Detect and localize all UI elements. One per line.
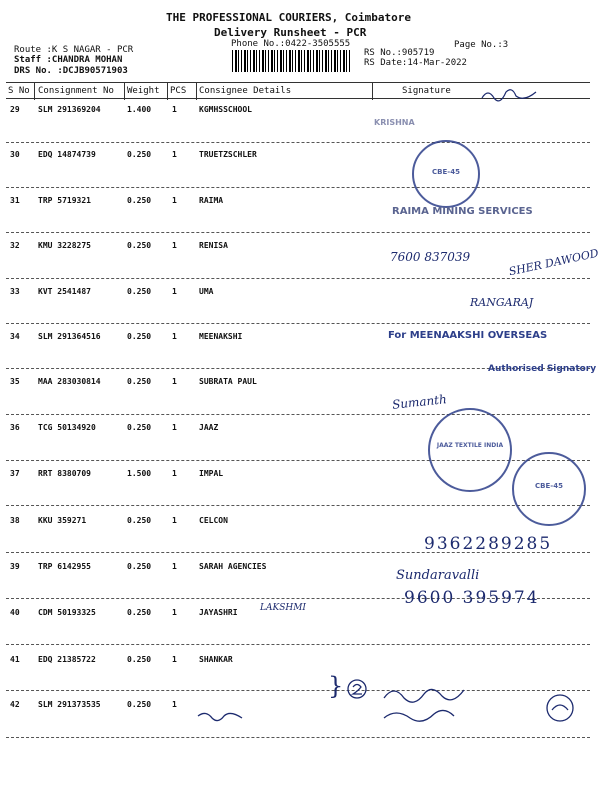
row-consignment: RRT 8380709 (38, 469, 91, 478)
impal-stamp (512, 452, 586, 526)
row-consignee: SARAH AGENCIES (199, 562, 267, 571)
row-sno: 35 (10, 377, 20, 386)
row-sno: 40 (10, 608, 20, 617)
row-sno: 42 (10, 700, 20, 709)
row-weight: 0.250 (127, 655, 152, 664)
row-consignee: TRUETZSCHLER (199, 150, 257, 159)
rs-number: RS No.:905719 (364, 48, 435, 58)
row-consignment: TCG 50134920 (38, 423, 96, 432)
row-weight: 0.250 (127, 700, 152, 709)
handwritten-name: LAKSHMI (260, 603, 306, 613)
row-weight: 0.250 (127, 562, 152, 571)
document-title: Delivery Runsheet - PCR (214, 26, 367, 39)
row-weight: 0.250 (127, 608, 152, 617)
col-consignee: Consignee Details (199, 86, 292, 96)
row-consignee: CELCON (199, 516, 228, 525)
row-sno: 32 (10, 241, 20, 250)
row-consignment: KVT 2541487 (38, 287, 91, 296)
row-sno: 33 (10, 287, 20, 296)
signature-scribble (196, 708, 246, 722)
row-sno: 34 (10, 332, 20, 341)
table-row (0, 465, 600, 510)
row-sno: 30 (10, 150, 20, 159)
row-consignment: MAA 283030814 (38, 377, 101, 386)
row-sno: 39 (10, 562, 20, 571)
stamp-cbe-label: CBE-45 (535, 482, 563, 490)
row-weight: 1.500 (127, 469, 152, 478)
col-weight: Weight (127, 86, 160, 96)
handwritten-name: Sundaravalli (396, 568, 480, 583)
table-row (0, 146, 600, 191)
row-consignee: RENISA (199, 241, 228, 250)
row-consignee: MEENAKSHI (199, 332, 243, 341)
row-consignment: EDQ 21385722 (38, 655, 96, 664)
row-consignee: SUBRATA PAUL (199, 377, 257, 386)
row-pcs: 1 (172, 608, 177, 617)
signature-scribbles (380, 676, 580, 726)
page-number: Page No.:3 (454, 40, 509, 50)
row-consignee: KGMHSSCHOOL (199, 105, 252, 114)
col-signature: Signature (402, 86, 451, 96)
row-sno: 29 (10, 105, 20, 114)
row-pcs: 1 (172, 105, 177, 114)
row-consignment: EDQ 14874739 (38, 150, 96, 159)
row-consignment: KMU 3228275 (38, 241, 91, 250)
row-consignment: KKU 359271 (38, 516, 87, 525)
row-divider (6, 278, 590, 279)
row-weight: 0.250 (127, 377, 152, 386)
row-sno: 37 (10, 469, 20, 478)
row-sno: 41 (10, 655, 20, 664)
company-name: THE PROFESSIONAL COURIERS, Coimbatore (166, 11, 412, 24)
row-pcs: 1 (172, 562, 177, 571)
col-divider (372, 82, 373, 100)
row-consignee: JAAZ (199, 423, 219, 432)
authorised-signatory-text: Authorised Signatory (488, 364, 597, 374)
header-top-rule (6, 82, 590, 83)
row-consignee: JAYASHRI (199, 608, 238, 617)
handwritten-phone: 7600 837039 (390, 250, 471, 264)
handwritten-name: RANGARAJ (470, 296, 534, 309)
row-sno: 38 (10, 516, 20, 525)
row-weight: 0.250 (127, 332, 152, 341)
col-sno: S No (8, 86, 30, 96)
row-weight: 0.250 (127, 196, 152, 205)
route-label: Route :K S NAGAR - PCR (14, 45, 134, 55)
stamp-jaaz-label: JAAZ TEXTILE INDIA (436, 442, 504, 449)
row-divider (6, 737, 590, 738)
row-pcs: 1 (172, 655, 177, 664)
row-consignment: TRP 6142955 (38, 562, 91, 571)
krishna-stamp-text: KRISHNA (374, 118, 415, 127)
stamp-cbe-label: CBE-45 (432, 168, 460, 176)
row-divider (6, 187, 590, 188)
truetzschler-stamp (412, 140, 480, 208)
col-divider (124, 82, 125, 100)
col-divider (167, 82, 168, 100)
jaaz-stamp (428, 408, 512, 492)
row-weight: 0.250 (127, 287, 152, 296)
col-pcs: PCS (170, 86, 187, 96)
row-sno: 36 (10, 423, 20, 432)
col-divider (34, 82, 35, 100)
row-divider (6, 505, 590, 506)
staff-label: Staff :CHANDRA MOHAN (14, 55, 123, 65)
row-consignment: SLM 291373535 (38, 700, 101, 709)
row-divider (6, 232, 590, 233)
col-consignment: Consignment No (38, 86, 114, 96)
row-pcs: 1 (172, 516, 177, 525)
row-pcs: 1 (172, 469, 177, 478)
row-pcs: 1 (172, 377, 177, 386)
barcode (232, 50, 352, 72)
handwritten-name: Sumanth (391, 392, 448, 412)
row-weight: 1.400 (127, 105, 152, 114)
rs-date: RS Date:14-Mar-2022 (364, 58, 467, 68)
row-pcs: 1 (172, 241, 177, 250)
row-divider (6, 323, 590, 324)
row-pcs: 1 (172, 332, 177, 341)
table-row (0, 101, 600, 146)
row-divider (6, 142, 590, 143)
table-row (0, 373, 600, 418)
row-pcs: 1 (172, 287, 177, 296)
circled-two-mark (346, 678, 368, 700)
row-consignee: UMA (199, 287, 214, 296)
row-consignment: SLM 291364516 (38, 332, 101, 341)
row-weight: 0.250 (127, 150, 152, 159)
row-consignment: TRP 5719321 (38, 196, 91, 205)
row-sno: 31 (10, 196, 20, 205)
phone-number: Phone No.:0422-3505555 (231, 39, 351, 49)
handwritten-name: SHER DAWOOD (507, 246, 600, 279)
col-divider (196, 82, 197, 100)
row-consignment: CDM 50193325 (38, 608, 96, 617)
row-weight: 0.250 (127, 241, 152, 250)
drs-number: DRS No. :DCJB90571903 (14, 66, 128, 76)
row-pcs: 1 (172, 196, 177, 205)
row-consignment: SLM 291369204 (38, 105, 101, 114)
signature-scribble (480, 86, 540, 106)
row-consignee: IMPAL (199, 469, 224, 478)
raima-stamp-text: RAIMA MINING SERVICES (392, 206, 533, 217)
meenaakshi-stamp-text: For MEENAAKSHI OVERSEAS (388, 330, 548, 341)
row-divider (6, 644, 590, 645)
handwritten-phone: 9362289285 (424, 534, 553, 554)
handwritten-phone: 9600 395974 (404, 588, 540, 608)
row-weight: 0.250 (127, 516, 152, 525)
brace-mark: } (328, 672, 344, 700)
row-pcs: 1 (172, 150, 177, 159)
row-weight: 0.250 (127, 423, 152, 432)
row-pcs: 1 (172, 700, 177, 709)
row-consignee: SHANKAR (199, 655, 233, 664)
row-pcs: 1 (172, 423, 177, 432)
row-divider (6, 414, 590, 415)
row-consignee: RAIMA (199, 196, 224, 205)
